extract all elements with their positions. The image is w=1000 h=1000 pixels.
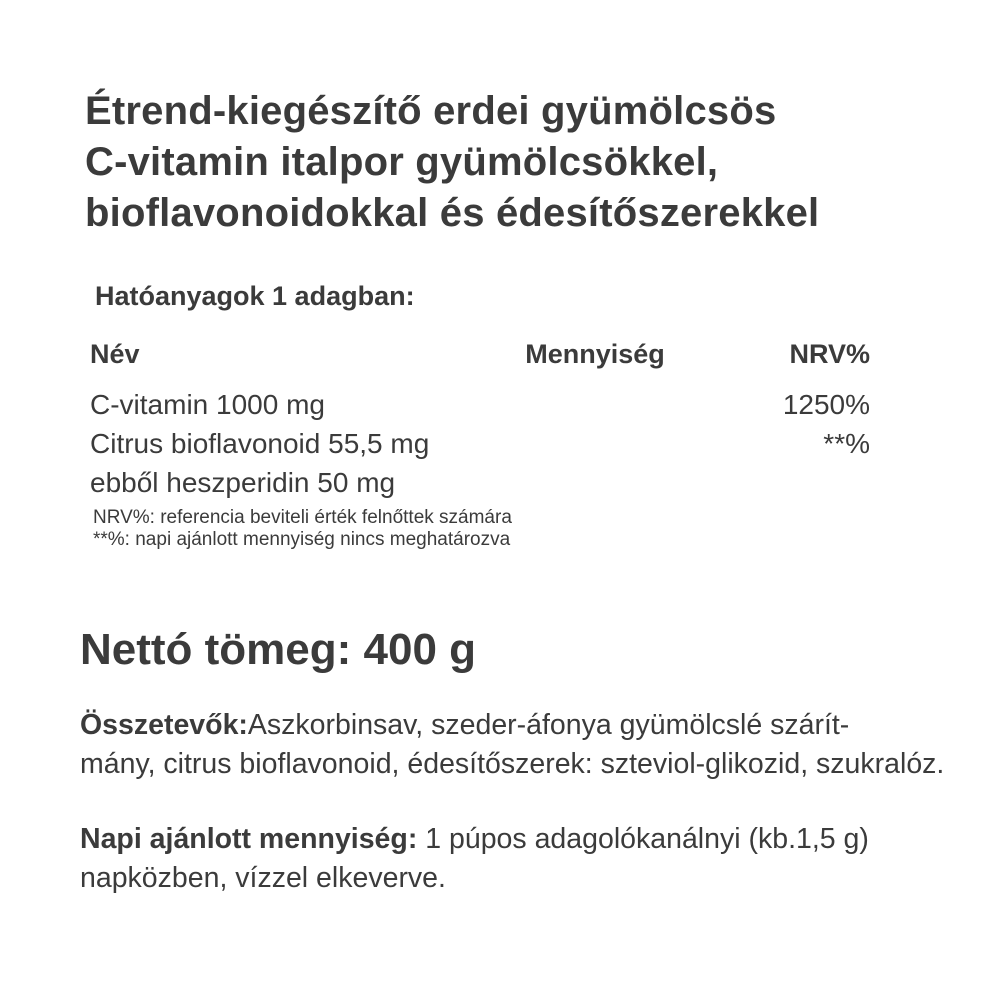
page-title (85, 86, 950, 239)
table-header-amount: Mennyiség (525, 339, 665, 369)
table-body (90, 385, 950, 502)
ingredient-nrv: 1250% (782, 389, 870, 420)
table-row (90, 385, 950, 424)
title-line-1: Étrend-kiegészítő erdei gyümölcsös (85, 89, 777, 133)
table-header-nrv: NRV% (789, 339, 870, 369)
table-row (90, 463, 950, 502)
ingredient-name: ebből heszperidin 50 mg (90, 467, 396, 498)
table-header-name: Név (90, 339, 140, 369)
active-ingredients-table (90, 337, 950, 502)
title-line-2: C-vitamin italpor gyümölcsökkel, (85, 140, 719, 184)
ingredients-paragraph (80, 706, 950, 783)
ingredient-name: Citrus bioflavonoid 55,5 mg (90, 428, 430, 459)
net-weight-heading: Nettó tömeg: 400 g (80, 625, 477, 674)
ingredients-text-line-1: Aszkorbinsav, szeder-áfonya gyümölcslé szárít- (247, 709, 850, 741)
ingredient-name: C-vitamin 1000 mg (90, 389, 325, 420)
daily-dose-text-line-1: 1 púpos adagolókanálnyi (kb.1,5 g) (425, 823, 869, 855)
ingredients-label: Összetevők: (80, 709, 248, 741)
daily-dose-text-line-2: napközben, vízzel elkeverve. (80, 861, 446, 894)
footnote-nrv: NRV%: referencia beviteli érték felnőttek számára (93, 507, 512, 528)
table-header-row (90, 337, 950, 371)
daily-dose-paragraph (80, 820, 950, 897)
ingredients-text-line-2: mány, citrus bioflavonoid, édesítőszerek: szteviol-glikozid, szukralóz. (80, 747, 945, 780)
active-ingredients-heading: Hatóanyagok 1 adagban: (95, 281, 415, 311)
footnote-asterisk: **%: napi ajánlott mennyiség nincs meghatározva (93, 528, 511, 550)
table-row (90, 424, 950, 463)
title-line-3: bioflavonoidokkal és édesítőszerekkel (85, 191, 820, 235)
ingredient-nrv: **% (823, 428, 870, 459)
daily-dose-label: Napi ajánlott mennyiség: (80, 823, 418, 855)
table-footnotes (93, 507, 950, 550)
